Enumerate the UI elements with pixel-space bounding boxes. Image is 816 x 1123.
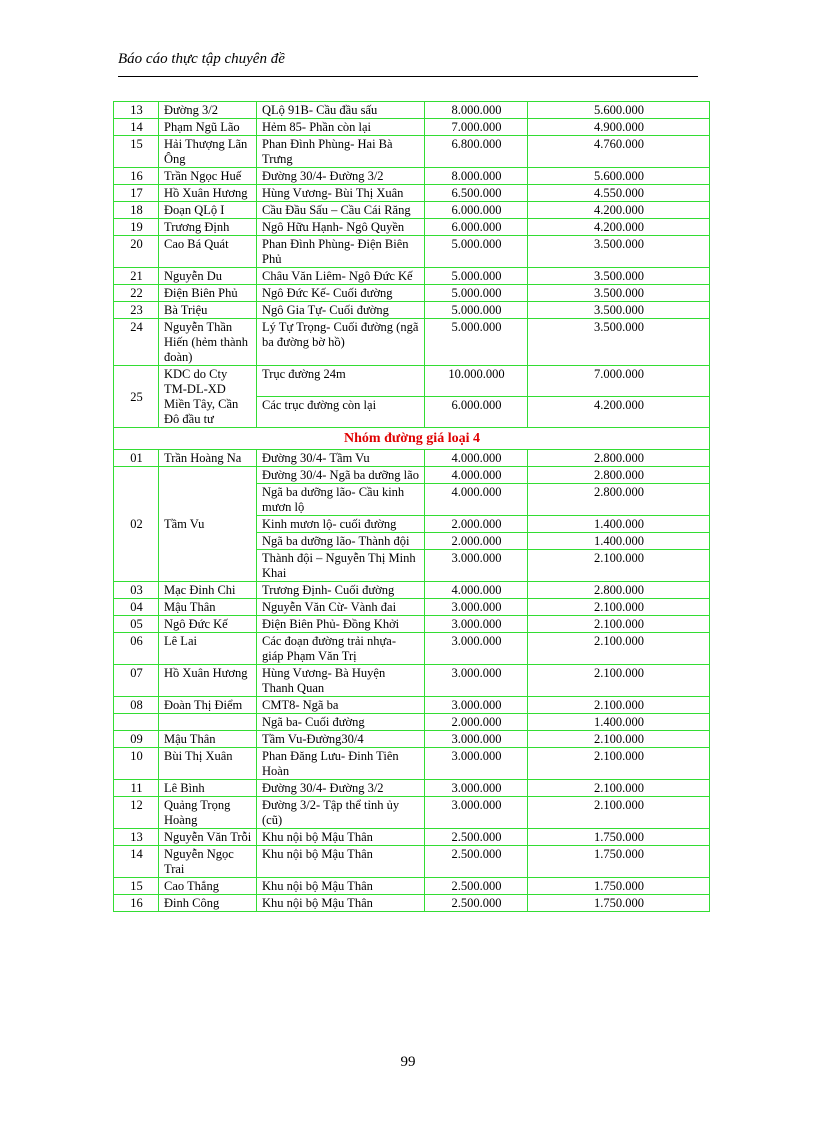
table-row	[114, 697, 710, 714]
street-name: Nguyễn Thần Hiến (hẻm thành đoàn)	[159, 319, 257, 366]
table-row	[114, 665, 710, 697]
street-name: Đoàn Thị Điểm	[159, 697, 257, 714]
street-segment: Phan Đình Phùng- Điện Biên Phủ	[257, 236, 425, 268]
land-price-table	[113, 101, 710, 912]
row-number: 04	[114, 599, 159, 616]
row-number: 11	[114, 780, 159, 797]
price-value: 8.000.000	[425, 102, 528, 119]
header-title: Báo cáo thực tập chuyên đề	[118, 51, 285, 67]
street-segment: Nguyễn Văn Cừ- Vành đai	[257, 599, 425, 616]
price-value: 10.000.000	[425, 366, 528, 397]
street-name: Điện Biên Phủ	[159, 285, 257, 302]
row-number: 14	[114, 119, 159, 136]
header-rule	[118, 76, 698, 77]
price-value: 2.000.000	[425, 714, 528, 731]
page-header	[118, 51, 698, 79]
price-value: 8.000.000	[425, 168, 528, 185]
table-row	[114, 467, 710, 484]
price-value: 2.000.000	[425, 516, 528, 533]
table-row	[114, 119, 710, 136]
row-number: 18	[114, 202, 159, 219]
row-number: 17	[114, 185, 159, 202]
street-name: Hồ Xuân Hương	[159, 665, 257, 697]
street-segment: Tầm Vu-Đường30/4	[257, 731, 425, 748]
price-value: 3.000.000	[425, 633, 528, 665]
street-name: Hồ Xuân Hương	[159, 185, 257, 202]
table-row	[114, 780, 710, 797]
price-value-secondary: 2.100.000	[528, 780, 710, 797]
price-value: 6.000.000	[425, 219, 528, 236]
street-name: Trần Ngọc Huế	[159, 168, 257, 185]
price-value-secondary: 2.800.000	[528, 484, 710, 516]
street-segment: QLộ 91B- Cầu đầu sấu	[257, 102, 425, 119]
price-value-secondary: 3.500.000	[528, 285, 710, 302]
street-segment: Ngô Hữu Hạnh- Ngô Quyền	[257, 219, 425, 236]
table-row	[114, 366, 710, 397]
price-value: 2.500.000	[425, 878, 528, 895]
table-row	[114, 102, 710, 119]
price-value: 6.000.000	[425, 397, 528, 428]
row-number: 13	[114, 829, 159, 846]
row-number: 07	[114, 665, 159, 697]
price-value: 5.000.000	[425, 302, 528, 319]
price-value-secondary: 4.200.000	[528, 202, 710, 219]
price-value: 4.000.000	[425, 582, 528, 599]
street-segment: Các trục đường còn lại	[257, 397, 425, 428]
table-row	[114, 236, 710, 268]
row-number: 19	[114, 219, 159, 236]
price-value-secondary: 2.800.000	[528, 582, 710, 599]
price-value: 3.000.000	[425, 780, 528, 797]
price-value: 6.500.000	[425, 185, 528, 202]
table-row	[114, 136, 710, 168]
street-segment: Ngã ba dưỡng lão- Cầu kinh mươn lộ	[257, 484, 425, 516]
row-number: 03	[114, 582, 159, 599]
street-segment: Hùng Vương- Bà Huyện Thanh Quan	[257, 665, 425, 697]
street-name: Mạc Đỉnh Chi	[159, 582, 257, 599]
price-value-secondary: 1.750.000	[528, 878, 710, 895]
row-number: 24	[114, 319, 159, 366]
price-value: 3.000.000	[425, 550, 528, 582]
street-name: Quảng Trọng Hoàng	[159, 797, 257, 829]
table-row	[114, 582, 710, 599]
street-segment: Điện Biên Phủ- Đồng Khởi	[257, 616, 425, 633]
row-number: 15	[114, 136, 159, 168]
table-row	[114, 878, 710, 895]
price-value-secondary: 3.500.000	[528, 268, 710, 285]
price-value: 3.000.000	[425, 748, 528, 780]
street-segment: Đường 30/4- Đường 3/2	[257, 168, 425, 185]
street-name: Bà Triệu	[159, 302, 257, 319]
price-value: 5.000.000	[425, 236, 528, 268]
price-value-secondary: 2.100.000	[528, 731, 710, 748]
row-number: 12	[114, 797, 159, 829]
price-value-secondary: 2.100.000	[528, 748, 710, 780]
street-segment: Hùng Vương- Bùi Thị Xuân	[257, 185, 425, 202]
price-value-secondary: 1.750.000	[528, 846, 710, 878]
row-number	[114, 714, 159, 731]
price-value-secondary: 2.100.000	[528, 599, 710, 616]
table-row	[114, 268, 710, 285]
street-name: Phạm Ngũ Lão	[159, 119, 257, 136]
price-value-secondary: 2.100.000	[528, 697, 710, 714]
table-row	[114, 185, 710, 202]
table-row	[114, 319, 710, 366]
table-row	[114, 168, 710, 185]
row-number: 15	[114, 878, 159, 895]
street-segment: Phan Đình Phùng- Hai Bà Trưng	[257, 136, 425, 168]
street-name: Đoạn QLộ I	[159, 202, 257, 219]
street-name: Cao Thắng	[159, 878, 257, 895]
price-value-secondary: 1.400.000	[528, 714, 710, 731]
street-segment: Hẻm 85- Phần còn lại	[257, 119, 425, 136]
price-value-secondary: 7.000.000	[528, 366, 710, 397]
price-value: 4.000.000	[425, 450, 528, 467]
street-segment: Đường 3/2- Tập thể tỉnh ủy (cũ)	[257, 797, 425, 829]
row-number: 21	[114, 268, 159, 285]
row-number: 13	[114, 102, 159, 119]
row-number: 16	[114, 895, 159, 912]
price-value: 3.000.000	[425, 616, 528, 633]
street-segment: Khu nội bộ Mậu Thân	[257, 829, 425, 846]
table-row	[114, 829, 710, 846]
row-number: 16	[114, 168, 159, 185]
price-value: 2.500.000	[425, 829, 528, 846]
street-segment: Đường 30/4- Đường 3/2	[257, 780, 425, 797]
street-name: Nguyễn Ngọc Trai	[159, 846, 257, 878]
price-value-secondary: 1.400.000	[528, 516, 710, 533]
price-value: 7.000.000	[425, 119, 528, 136]
street-name: Nguyễn Văn Trỗi	[159, 829, 257, 846]
price-value-secondary: 2.100.000	[528, 616, 710, 633]
row-number: 22	[114, 285, 159, 302]
street-name: Nguyễn Du	[159, 268, 257, 285]
price-value: 6.800.000	[425, 136, 528, 168]
row-number: 01	[114, 450, 159, 467]
price-value-secondary: 1.750.000	[528, 895, 710, 912]
table-row	[114, 219, 710, 236]
price-value-secondary: 3.500.000	[528, 319, 710, 366]
price-value-secondary: 2.100.000	[528, 550, 710, 582]
street-segment: Trục đường 24m	[257, 366, 425, 397]
price-value-secondary: 4.200.000	[528, 219, 710, 236]
table-row	[114, 285, 710, 302]
price-value: 3.000.000	[425, 599, 528, 616]
street-name: Mậu Thân	[159, 731, 257, 748]
street-segment: Ngã ba dưỡng lão- Thành đội	[257, 533, 425, 550]
price-value: 5.000.000	[425, 285, 528, 302]
row-number: 08	[114, 697, 159, 714]
row-number: 02	[114, 467, 159, 582]
street-name: Lê Bình	[159, 780, 257, 797]
table-row	[114, 846, 710, 878]
street-segment: Lý Tự Trọng- Cuối đường (ngã ba đường bờ hồ)	[257, 319, 425, 366]
street-name: Mậu Thân	[159, 599, 257, 616]
table-row	[114, 731, 710, 748]
price-value-secondary: 2.800.000	[528, 467, 710, 484]
street-segment: Khu nội bộ Mậu Thân	[257, 878, 425, 895]
price-value-secondary: 1.400.000	[528, 533, 710, 550]
price-value: 4.000.000	[425, 484, 528, 516]
street-segment: Khu nội bộ Mậu Thân	[257, 895, 425, 912]
street-segment: Ngô Gia Tự- Cuối đường	[257, 302, 425, 319]
price-value-secondary: 2.100.000	[528, 665, 710, 697]
price-value: 3.000.000	[425, 797, 528, 829]
row-number: 14	[114, 846, 159, 878]
price-value: 2.500.000	[425, 846, 528, 878]
row-number: 23	[114, 302, 159, 319]
street-name: Đinh Công	[159, 895, 257, 912]
table-row	[114, 450, 710, 467]
street-segment: Khu nội bộ Mậu Thân	[257, 846, 425, 878]
street-name: KDC do Cty TM-DL-XD Miền Tây, Cần Đô đầu tư	[159, 366, 257, 428]
price-value-secondary: 1.750.000	[528, 829, 710, 846]
street-name: Cao Bá Quát	[159, 236, 257, 268]
table-row	[114, 748, 710, 780]
street-name: Tầm Vu	[159, 467, 257, 582]
street-segment: Đường 30/4- Ngã ba dưỡng lão	[257, 467, 425, 484]
street-name	[159, 714, 257, 731]
price-value-secondary: 2.100.000	[528, 633, 710, 665]
price-value-secondary: 5.600.000	[528, 168, 710, 185]
street-name: Lê Lai	[159, 633, 257, 665]
price-value-secondary: 4.550.000	[528, 185, 710, 202]
street-name: Trương Định	[159, 219, 257, 236]
price-value-secondary: 3.500.000	[528, 302, 710, 319]
street-segment: Ngô Đức Kế- Cuối đường	[257, 285, 425, 302]
row-number: 10	[114, 748, 159, 780]
price-value-secondary: 5.600.000	[528, 102, 710, 119]
row-number: 05	[114, 616, 159, 633]
street-segment: Cầu Đầu Sấu – Cầu Cái Răng	[257, 202, 425, 219]
row-number: 06	[114, 633, 159, 665]
price-value: 6.000.000	[425, 202, 528, 219]
street-segment: Ngã ba- Cuối đường	[257, 714, 425, 731]
row-number: 20	[114, 236, 159, 268]
group-header-row	[114, 428, 710, 450]
street-segment: Kinh mươn lộ- cuối đường	[257, 516, 425, 533]
price-value-secondary: 3.500.000	[528, 236, 710, 268]
price-value: 5.000.000	[425, 268, 528, 285]
table-row	[114, 616, 710, 633]
street-name: Hải Thượng Lãn Ông	[159, 136, 257, 168]
price-value-secondary: 4.200.000	[528, 397, 710, 428]
price-value: 4.000.000	[425, 467, 528, 484]
price-value-secondary: 4.760.000	[528, 136, 710, 168]
street-segment: Châu Văn Liêm- Ngô Đức Kế	[257, 268, 425, 285]
table-row	[114, 714, 710, 731]
group-title: Nhóm đường giá loại 4	[114, 428, 710, 450]
table-row	[114, 895, 710, 912]
street-segment: Đường 30/4- Tầm Vu	[257, 450, 425, 467]
street-segment: CMT8- Ngã ba	[257, 697, 425, 714]
table-row	[114, 633, 710, 665]
street-name: Ngô Đức Kế	[159, 616, 257, 633]
table-row	[114, 302, 710, 319]
price-value: 5.000.000	[425, 319, 528, 366]
street-name: Bùi Thị Xuân	[159, 748, 257, 780]
street-segment: Thành đội – Nguyễn Thị Minh Khai	[257, 550, 425, 582]
row-number: 09	[114, 731, 159, 748]
page-number: 99	[400, 1054, 416, 1070]
table-row	[114, 797, 710, 829]
table-row	[114, 599, 710, 616]
price-value: 3.000.000	[425, 665, 528, 697]
land-price-table-body	[114, 102, 710, 912]
price-value: 3.000.000	[425, 697, 528, 714]
street-segment: Phan Đăng Lưu- Đinh Tiên Hoàn	[257, 748, 425, 780]
price-value: 3.000.000	[425, 731, 528, 748]
street-name: Đường 3/2	[159, 102, 257, 119]
table-row	[114, 202, 710, 219]
street-name: Trần Hoàng Na	[159, 450, 257, 467]
price-value-secondary: 2.100.000	[528, 797, 710, 829]
price-value: 2.500.000	[425, 895, 528, 912]
price-value-secondary: 2.800.000	[528, 450, 710, 467]
street-segment: Các đoạn đường trải nhựa- giáp Phạm Văn Trị	[257, 633, 425, 665]
price-value: 2.000.000	[425, 533, 528, 550]
price-value-secondary: 4.900.000	[528, 119, 710, 136]
row-number: 25	[114, 366, 159, 428]
street-segment: Trương Định- Cuối đường	[257, 582, 425, 599]
